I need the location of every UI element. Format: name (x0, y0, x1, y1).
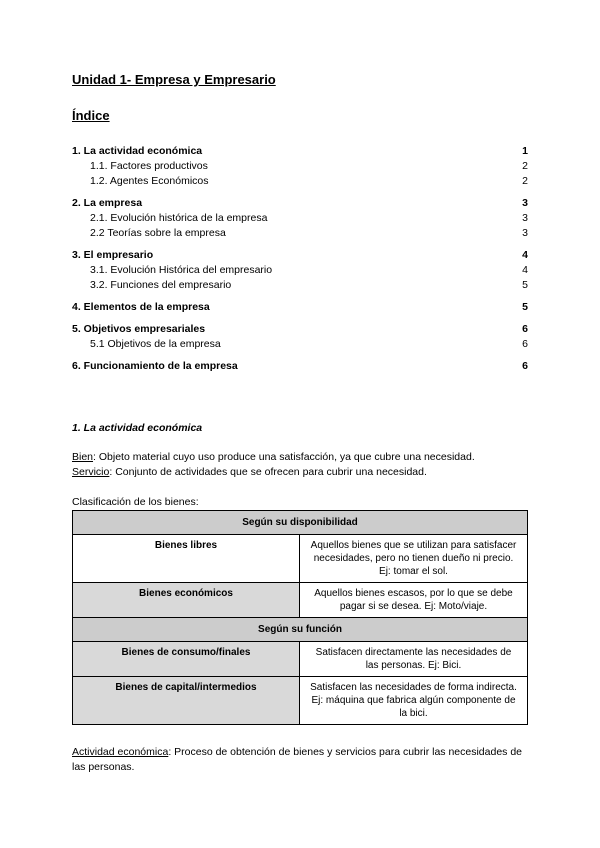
table-cell-description: Satisfacen directamente las necesidades de las personas. Ej: Bici. (300, 642, 528, 677)
table-cell-name: Bienes de capital/intermedios (73, 677, 300, 725)
toc-label: 1.2. Agentes Económicos (90, 175, 209, 187)
toc-page-number: 6 (522, 360, 528, 372)
toc-subentry[interactable] (72, 212, 528, 227)
table-row (73, 511, 528, 535)
toc-subentry[interactable] (72, 264, 528, 279)
toc-page-number: 2 (522, 160, 528, 172)
toc-label: 5. Objetivos empresariales (72, 323, 206, 335)
toc-entry[interactable] (72, 323, 528, 338)
definition-term: Actividad económica (72, 746, 169, 758)
toc-label: 4. Elementos de la empresa (72, 301, 210, 313)
table-of-contents (72, 145, 528, 382)
toc-subentry[interactable] (72, 338, 528, 353)
toc-label: 2. La empresa (72, 197, 143, 209)
definition-term: Servicio (72, 466, 110, 478)
toc-page-number: 1 (522, 145, 528, 157)
toc-section-1 (72, 145, 528, 190)
document-title: Unidad 1- Empresa y Empresario (72, 72, 276, 87)
toc-label: 2.1. Evolución histórica de la empresa (90, 212, 268, 224)
toc-subentry[interactable] (72, 227, 528, 242)
definition-term: Bien (72, 451, 94, 463)
table-cell-name: Bienes libres (73, 535, 300, 583)
toc-label: 3.1. Evolución Histórica del empresario (90, 264, 273, 276)
toc-label: 2.2 Teorías sobre la empresa (90, 227, 226, 239)
toc-label: 5.1 Objetivos de la empresa (90, 338, 221, 350)
toc-subentry[interactable] (72, 175, 528, 190)
toc-entry[interactable] (72, 301, 528, 316)
toc-page-number: 3 (522, 227, 528, 239)
table-cell-description: Satisfacen las necesidades de forma indirecta. Ej: máquina que fabrica algún componente de la bici. (300, 677, 528, 725)
definition-text: : Proceso de obtención de bienes y servicios para cubrir las necesidades de las personas. (72, 746, 523, 773)
toc-section-5 (72, 323, 528, 353)
section-heading: 1. La actividad económica (72, 422, 203, 434)
toc-entry[interactable] (72, 249, 528, 264)
table-cell-name: Bienes de consumo/finales (73, 642, 300, 677)
toc-page-number: 2 (522, 175, 528, 187)
table-group-header: Según su disponibilidad (73, 511, 528, 535)
toc-entry[interactable] (72, 360, 528, 375)
definitions (72, 450, 475, 480)
table-row (73, 642, 528, 677)
table-cell-description: Aquellos bienes que se utilizan para satisfacer necesidades, pero no tienen dueño ni precio. Ej: tomar el sol. (300, 535, 528, 583)
toc-section-4 (72, 301, 528, 316)
toc-label: 6. Funcionamiento de la empresa (72, 360, 238, 372)
toc-page-number: 6 (522, 323, 528, 335)
index-heading: Índice (72, 108, 110, 123)
table-cell-description: Aquellos bienes escasos, por lo que se debe pagar si se desea. Ej: Moto/viaje. (300, 583, 528, 618)
definition-text: : Conjunto de actividades que se ofrecen para cubrir una necesidad. (109, 466, 427, 478)
table-cell-name: Bienes económicos (73, 583, 300, 618)
toc-page-number: 5 (522, 301, 528, 313)
definition-actividad (72, 745, 528, 775)
toc-entry[interactable] (72, 145, 528, 160)
toc-entry[interactable] (72, 197, 528, 212)
toc-section-3 (72, 249, 528, 294)
toc-label: 3.2. Funciones del empresario (90, 279, 232, 291)
toc-page-number: 3 (522, 197, 528, 209)
definition-servicio (72, 465, 475, 480)
toc-page-number: 3 (522, 212, 528, 224)
toc-label: 1.1. Factores productivos (90, 160, 208, 172)
table-group-header: Según su función (73, 618, 528, 642)
table-row (73, 618, 528, 642)
definition-text: : Objeto material cuyo uso produce una satisfacción, ya que cubre una necesidad. (93, 451, 475, 463)
toc-page-number: 5 (522, 279, 528, 291)
toc-section-2 (72, 197, 528, 242)
toc-subentry[interactable] (72, 279, 528, 294)
goods-classification-table (72, 510, 528, 725)
table-row (73, 583, 528, 618)
definition-bien (72, 450, 475, 465)
toc-subentry[interactable] (72, 160, 528, 175)
toc-page-number: 6 (522, 338, 528, 350)
toc-page-number: 4 (522, 264, 528, 276)
table-row (73, 535, 528, 583)
classification-label: Clasificación de los bienes: (72, 496, 199, 508)
toc-page-number: 4 (522, 249, 528, 261)
toc-section-6 (72, 360, 528, 375)
toc-label: 1. La actividad económica (72, 145, 203, 157)
table-row (73, 677, 528, 725)
toc-label: 3. El empresario (72, 249, 154, 261)
